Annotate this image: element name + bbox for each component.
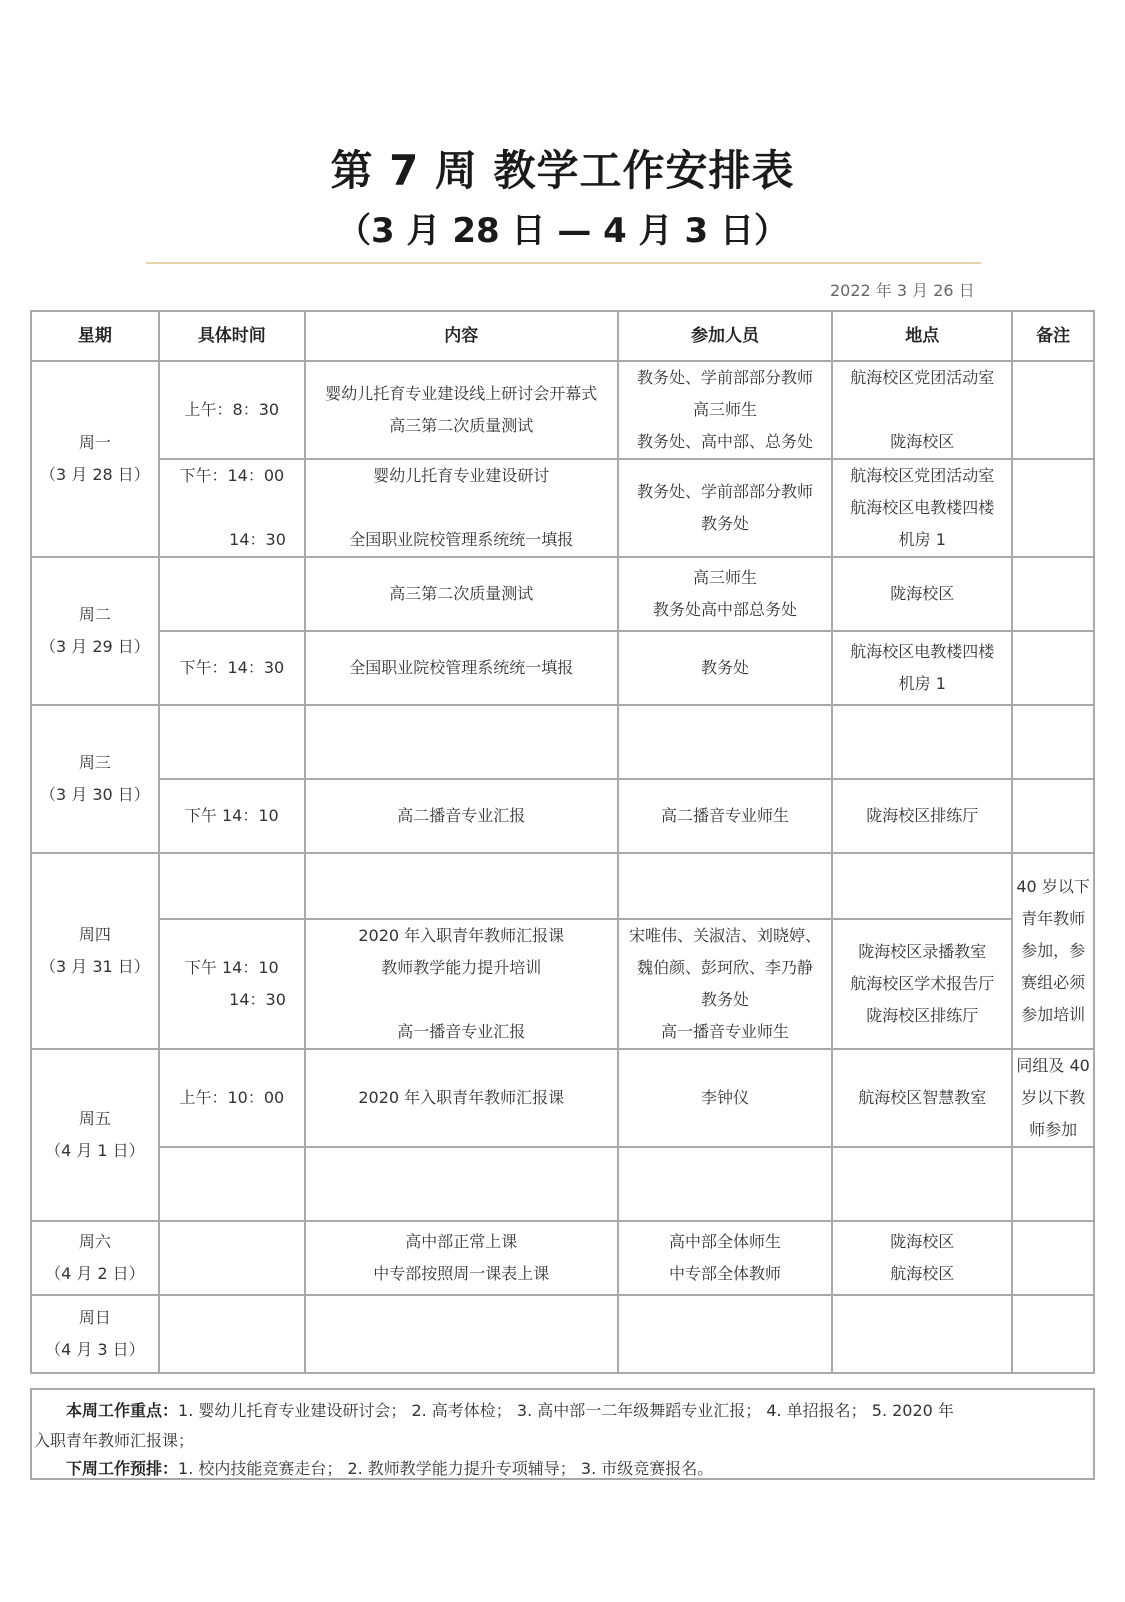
remarks-cell [1013, 780, 1093, 852]
time-cell [160, 1148, 304, 1220]
content-line: 高中部正常上课 [405, 1232, 518, 1251]
header-remarks: 备注 [1013, 312, 1093, 360]
remarks-cell [1013, 632, 1093, 704]
weekly-focus-items: 1. 婴幼儿托育专业建设研讨会； 2. 高考体检； 3. 高中部一二年级舞蹈专业汇报； 4. 单招报名； 5. 2020 年 [178, 1401, 954, 1420]
location-cell [833, 706, 1011, 778]
participants-cell [619, 1222, 832, 1294]
location-cell [833, 362, 1011, 458]
participants-cell [619, 460, 832, 556]
remarks-cell [1013, 558, 1093, 630]
remarks-cell [1013, 1222, 1093, 1294]
content-line: 高一播音专业汇报 [397, 1022, 526, 1041]
content-cell: 2020 年入职青年教师汇报课 [306, 1050, 617, 1146]
weekday-cell [32, 1050, 158, 1220]
time-cell: 上午：10：00 [160, 1050, 304, 1146]
participants-line: 教务处 [701, 514, 750, 533]
content-cell [306, 1222, 617, 1294]
next-week-line [66, 1454, 713, 1484]
location-line: 航海校区电教楼四楼 [850, 498, 995, 517]
participants-cell: 高二播音专业师生 [619, 780, 832, 852]
table-row [32, 780, 1093, 852]
remarks-line: 师参加 [1029, 1120, 1078, 1139]
summary-box [30, 1388, 1095, 1480]
content-line: 中专部按照周一课表上课 [373, 1264, 550, 1283]
time-cell: 下午 14：10 [160, 780, 304, 852]
location-line: 航海校区 [890, 1264, 955, 1283]
participants-cell [619, 920, 832, 1048]
content-cell [306, 854, 617, 918]
location-line: 航海校区电教楼四楼 [850, 642, 995, 661]
location-cell [833, 854, 1011, 918]
weekly-focus-wrap: 入职青年教师汇报课； [34, 1431, 195, 1450]
participants-line: 高中部全体师生 [669, 1232, 782, 1251]
content-cell [306, 460, 617, 556]
table-row [32, 854, 1093, 918]
content-line: 全国职业院校管理系统统一填报 [349, 530, 574, 549]
participants-line: 教务处 [701, 990, 750, 1009]
time-line: 14：30 [229, 990, 286, 1009]
participants-cell [619, 362, 832, 458]
weekday-cell [32, 706, 158, 852]
remarks-line: 同组及 40 [1016, 1056, 1090, 1075]
weekday-label: 周一 [78, 433, 111, 452]
table-row [32, 920, 1093, 1048]
weekday-date: （3 月 31 日） [39, 957, 150, 976]
remarks-line: 岁以下教 [1021, 1088, 1086, 1107]
content-line: 教师教学能力提升培训 [381, 958, 542, 977]
header-participants: 参加人员 [619, 312, 832, 360]
content-cell [306, 920, 617, 1048]
remarks-cell [1013, 362, 1093, 458]
table-row [32, 460, 1093, 556]
location-cell: 陇海校区排练厅 [833, 780, 1011, 852]
location-cell: 陇海校区 [833, 558, 1011, 630]
weekday-label: 周六 [78, 1232, 111, 1251]
table-row [32, 558, 1093, 630]
weekday-cell [32, 854, 158, 1048]
table-row [32, 1050, 1093, 1146]
content-line: 2020 年入职青年教师汇报课 [358, 926, 565, 945]
location-line: 航海校区学术报告厅 [850, 974, 995, 993]
participants-cell [619, 1148, 832, 1220]
participants-cell [619, 854, 832, 918]
page-title: 第 7 周 教学工作安排表 [330, 146, 795, 195]
date-range-subtitle: （3 月 28 日 — 4 月 3 日） [337, 211, 788, 251]
header-row [32, 312, 1093, 360]
participants-line: 教务处、学前部部分教师 [637, 482, 814, 501]
next-week-items: 1. 校内技能竞赛走台； 2. 教师教学能力提升专项辅导； 3. 市级竞赛报名。 [178, 1459, 714, 1478]
location-line: 陇海校区 [890, 432, 955, 451]
time-line: 下午：14：00 [179, 466, 285, 485]
location-line: 陇海校区录播教室 [858, 942, 987, 961]
weekday-date: （3 月 30 日） [39, 785, 150, 804]
remarks-cell [1013, 706, 1093, 778]
table-row [32, 1148, 1093, 1220]
table-row [32, 706, 1093, 778]
participants-cell: 教务处 [619, 632, 832, 704]
participants-line: 高一播音专业师生 [661, 1022, 790, 1041]
participants-cell [619, 706, 832, 778]
issue-date: 2022 年 3 月 26 日 [830, 281, 975, 300]
header-location: 地点 [833, 312, 1011, 360]
location-cell: 航海校区智慧教室 [833, 1050, 1011, 1146]
weekday-cell [32, 1222, 158, 1294]
remarks-cell [1013, 460, 1093, 556]
content-line: 高三第二次质量测试 [389, 416, 534, 435]
weekday-cell [32, 558, 158, 704]
content-cell [306, 1296, 617, 1372]
remarks-line: 赛组必须 [1021, 973, 1086, 992]
weekly-focus-line [66, 1396, 1091, 1426]
weekday-date: （4 月 3 日） [45, 1340, 145, 1359]
remarks-line: 参加，参 [1021, 941, 1086, 960]
content-cell [306, 706, 617, 778]
location-cell [833, 460, 1011, 556]
weekday-label: 周五 [78, 1109, 111, 1128]
content-cell [306, 362, 617, 458]
weekday-cell [32, 1296, 158, 1372]
location-cell [833, 632, 1011, 704]
time-line: 下午 14：10 [184, 958, 279, 977]
remarks-line: 参加培训 [1021, 1005, 1086, 1024]
participants-line: 高三师生 [693, 568, 758, 587]
participants-cell [619, 1296, 832, 1372]
participants-cell [619, 558, 832, 630]
location-cell [833, 1296, 1011, 1372]
weekday-date: （4 月 2 日） [45, 1264, 145, 1283]
title-divider [146, 262, 981, 264]
table-row [32, 362, 1093, 458]
next-week-label: 下周工作预排： [66, 1459, 179, 1478]
remarks-cell [1013, 854, 1093, 1048]
location-line: 机房 1 [898, 530, 946, 549]
remarks-line: 青年教师 [1021, 909, 1086, 928]
location-line: 航海校区党团活动室 [850, 368, 995, 387]
time-cell: 下午：14：30 [160, 632, 304, 704]
weekday-date: （4 月 1 日） [45, 1141, 145, 1160]
table-row [32, 632, 1093, 704]
content-line: 婴幼儿托育专业建设研讨 [373, 466, 550, 485]
time-cell: 上午：8：30 [160, 362, 304, 458]
location-line: 机房 1 [898, 674, 946, 693]
time-cell [160, 706, 304, 778]
remarks-cell [1013, 1050, 1093, 1146]
time-line: 14：30 [229, 530, 286, 549]
time-cell [160, 854, 304, 918]
header-time: 具体时间 [160, 312, 304, 360]
participants-line: 教务处、学前部部分教师 [637, 368, 814, 387]
time-cell [160, 1296, 304, 1372]
remarks-cell [1013, 1296, 1093, 1372]
content-line: 婴幼儿托育专业建设线上研讨会开幕式 [325, 384, 598, 403]
table-row [32, 1222, 1093, 1294]
weekday-label: 周四 [78, 925, 111, 944]
weekday-cell [32, 362, 158, 556]
table-row [32, 1296, 1093, 1372]
participants-line: 教务处高中部总务处 [653, 600, 798, 619]
header-content: 内容 [306, 312, 617, 360]
weekday-label: 周二 [78, 605, 111, 624]
content-cell: 高二播音专业汇报 [306, 780, 617, 852]
location-line: 航海校区党团活动室 [850, 466, 995, 485]
participants-line: 宋唯伟、关淑洁、刘晓婷、 [629, 926, 822, 945]
location-line: 陇海校区排练厅 [866, 1006, 979, 1025]
participants-cell: 李钟仪 [619, 1050, 832, 1146]
content-cell: 高三第二次质量测试 [306, 558, 617, 630]
time-cell [160, 920, 304, 1048]
time-cell [160, 558, 304, 630]
weekday-date: （3 月 29 日） [39, 637, 150, 656]
time-cell [160, 1222, 304, 1294]
content-cell: 全国职业院校管理系统统一填报 [306, 632, 617, 704]
schedule-table [30, 310, 1095, 1374]
weekday-date: （3 月 28 日） [39, 465, 150, 484]
time-cell [160, 460, 304, 556]
header-weekday: 星期 [32, 312, 158, 360]
participants-line: 中专部全体教师 [669, 1264, 782, 1283]
location-line: 陇海校区 [890, 1232, 955, 1251]
remarks-line: 40 岁以下 [1016, 877, 1090, 896]
weekday-label: 周日 [78, 1308, 111, 1327]
participants-line: 教务处、高中部、总务处 [637, 432, 814, 451]
location-cell [833, 1222, 1011, 1294]
weekday-label: 周三 [78, 753, 111, 772]
content-cell [306, 1148, 617, 1220]
participants-line: 魏伯颜、彭珂欣、李乃静 [637, 958, 814, 977]
weekly-focus-label: 本周工作重点： [66, 1401, 179, 1420]
participants-line: 高三师生 [693, 400, 758, 419]
location-cell [833, 920, 1011, 1048]
remarks-cell [1013, 1148, 1093, 1220]
location-cell [833, 1148, 1011, 1220]
